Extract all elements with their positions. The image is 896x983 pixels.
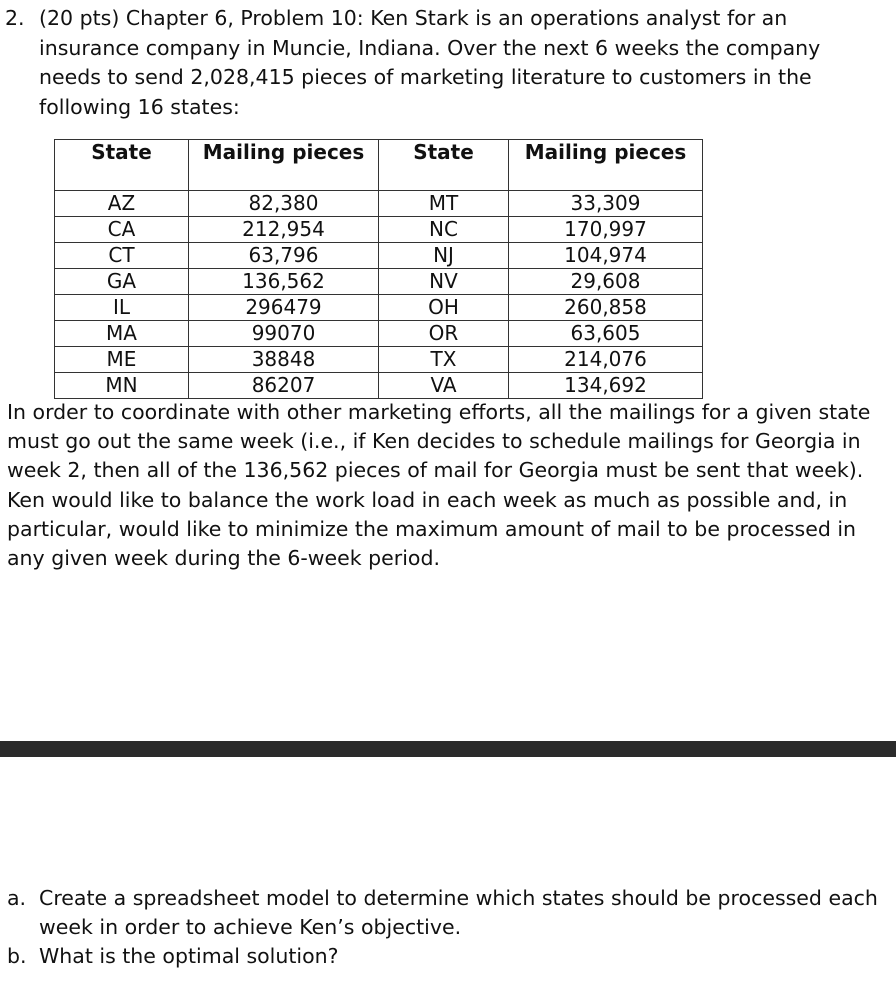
cell-state-2: OR	[379, 321, 509, 347]
table-header-row	[55, 140, 703, 191]
cell-mailing-pieces: 99070	[189, 321, 379, 347]
table-row	[55, 373, 703, 399]
problem-intro-text: (20 pts) Chapter 6, Problem 10: Ken Stark is an operations analyst for an insurance company in Muncie, Indiana. Over the next 6 weeks the company needs to send 2,028,415 pieces of marketing literature to customers in the following 16 states:	[39, 6, 821, 119]
divider-bar	[0, 741, 896, 757]
cell-state-2: VA	[379, 373, 509, 399]
table-row	[55, 243, 703, 269]
cell-mailing-pieces-2: 63,605	[509, 321, 703, 347]
cell-state: ME	[55, 347, 189, 373]
cell-mailing-pieces: 136,562	[189, 269, 379, 295]
cell-state: MA	[55, 321, 189, 347]
cell-mailing-pieces: 82,380	[189, 191, 379, 217]
cell-state: CA	[55, 217, 189, 243]
cell-state-2: TX	[379, 347, 509, 373]
cell-state: GA	[55, 269, 189, 295]
cell-state-2: NV	[379, 269, 509, 295]
task-text: Create a spreadsheet model to determine which states should be processed each week in order to achieve Ken’s objective.	[39, 886, 878, 940]
cell-mailing-pieces: 296479	[189, 295, 379, 321]
cell-state: AZ	[55, 191, 189, 217]
cell-mailing-pieces-2: 33,309	[509, 191, 703, 217]
header-state: State	[55, 140, 189, 191]
table-body	[55, 191, 703, 399]
cell-mailing-pieces: 86207	[189, 373, 379, 399]
cell-mailing-pieces-2: 134,692	[509, 373, 703, 399]
task-item-b	[7, 942, 887, 971]
table-row	[55, 191, 703, 217]
cell-state: MN	[55, 373, 189, 399]
table-row	[55, 295, 703, 321]
cell-state-2: OH	[379, 295, 509, 321]
header-mailing-pieces: Mailing pieces	[189, 140, 379, 191]
cell-mailing-pieces-2: 170,997	[509, 217, 703, 243]
cell-mailing-pieces-2: 260,858	[509, 295, 703, 321]
table-row	[55, 347, 703, 373]
task-item-a	[7, 884, 887, 942]
mailing-table	[54, 139, 703, 399]
cell-state: CT	[55, 243, 189, 269]
cell-state-2: MT	[379, 191, 509, 217]
cell-state: IL	[55, 295, 189, 321]
cell-mailing-pieces: 212,954	[189, 217, 379, 243]
table-row	[55, 321, 703, 347]
table-row	[55, 269, 703, 295]
cell-mailing-pieces-2: 29,608	[509, 269, 703, 295]
header-state-2: State	[379, 140, 509, 191]
cell-mailing-pieces: 38848	[189, 347, 379, 373]
cell-state-2: NC	[379, 217, 509, 243]
table-row	[55, 217, 703, 243]
header-mailing-pieces-2: Mailing pieces	[509, 140, 703, 191]
cell-mailing-pieces-2: 104,974	[509, 243, 703, 269]
problem-body-text: In order to coordinate with other marketing efforts, all the mailings for a given state must go out the same week (i.e., if Ken decides to schedule mailings for Georgia in week 2, then all of the 136,562 pieces of mail for Georgia must be sent that week). Ken would like to balance the work load in each week as much as possible and, in particular, would like to minimize the maximum amount of mail to be processed in any given week during the 6-week period.	[7, 400, 871, 571]
task-letter: b.	[7, 944, 27, 969]
task-letter: a.	[7, 886, 27, 910]
problem-number: 2.	[5, 6, 25, 30]
problem-statement	[5, 4, 885, 119]
cell-mailing-pieces: 63,796	[189, 243, 379, 269]
cell-mailing-pieces-2: 214,076	[509, 347, 703, 373]
task-list	[7, 884, 887, 972]
cell-state-2: NJ	[379, 243, 509, 269]
task-text: What is the optimal solution?	[39, 944, 339, 969]
